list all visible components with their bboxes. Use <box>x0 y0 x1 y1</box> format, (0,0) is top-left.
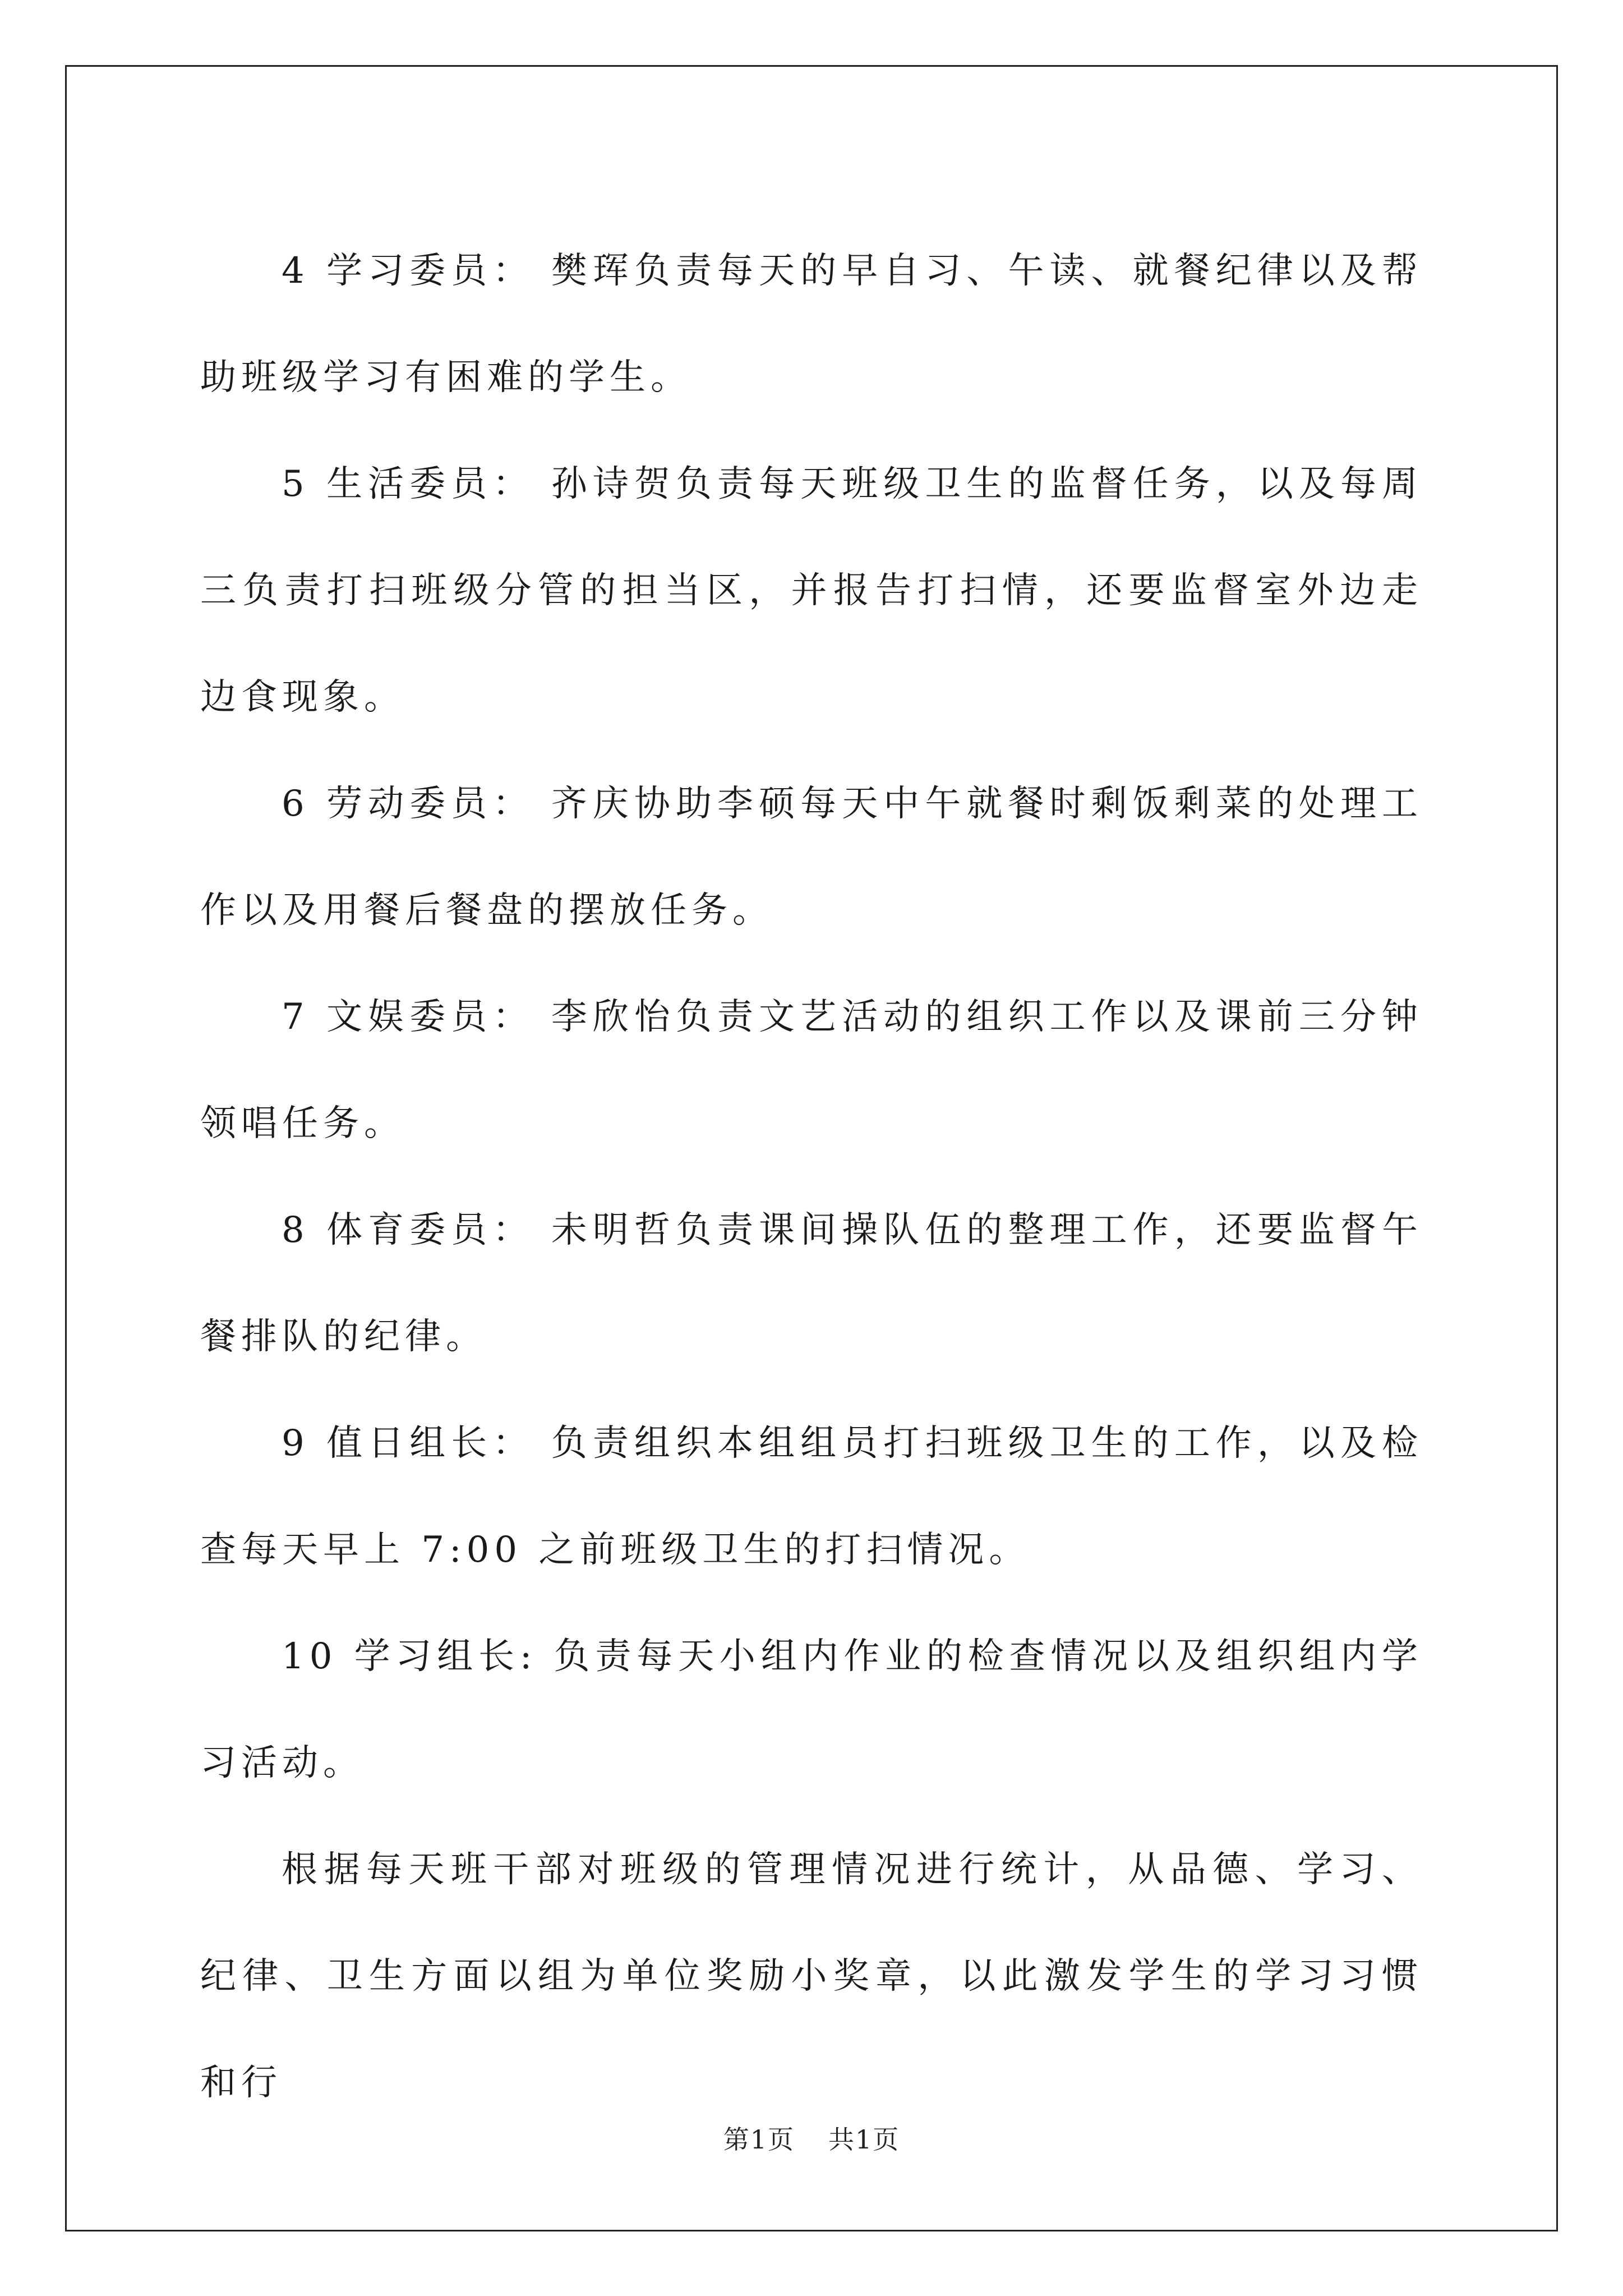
paragraph-sports-committee: 8 体育委员： 未明哲负责课间操队伍的整理工作，还要监督午餐排队的纪律。 <box>200 1209 1423 1358</box>
paragraph-study-committee: 4 学习委员： 樊珲负责每天的早自习、午读、就餐纪律以及帮助班级学习有困难的学生。 <box>200 250 1423 398</box>
paragraph-life-committee: 5 生活委员： 孙诗贺负责每天班级卫生的监督任务，以及每周三负责打扫班级分管的担当区，并报告打扫情，还要监督室外边走边食现象。 <box>200 463 1423 718</box>
page-footer <box>0 2119 1623 2156</box>
page-number-total: 共1页 <box>828 2124 900 2155</box>
paragraph-summary: 根据每天班干部对班级的管理情况进行统计，从品德、学习、纪律、卫生方面以组为单位奖励小奖章，以此激发学生的学习习惯和行 <box>200 1849 1423 2104</box>
paragraph-duty-leader: 9 值日组长： 负责组织本组组员打扫班级卫生的工作，以及检查每天早上 7:00 之前班级卫生的打扫情况。 <box>200 1423 1423 1571</box>
page-number-current: 第1页 <box>723 2124 795 2155</box>
paragraph-study-group-leader: 10 学习组长: 负责每天小组内作业的检查情况以及组织组内学习活动。 <box>200 1636 1423 1784</box>
document-body <box>200 218 1423 2136</box>
paragraph-arts-committee: 7 文娱委员： 李欣怡负责文艺活动的组织工作以及课前三分钟领唱任务。 <box>200 996 1423 1144</box>
paragraph-labor-committee: 6 劳动委员： 齐庆协助李硕每天中午就餐时剩饭剩菜的处理工作以及用餐后餐盘的摆放任务。 <box>200 783 1423 931</box>
